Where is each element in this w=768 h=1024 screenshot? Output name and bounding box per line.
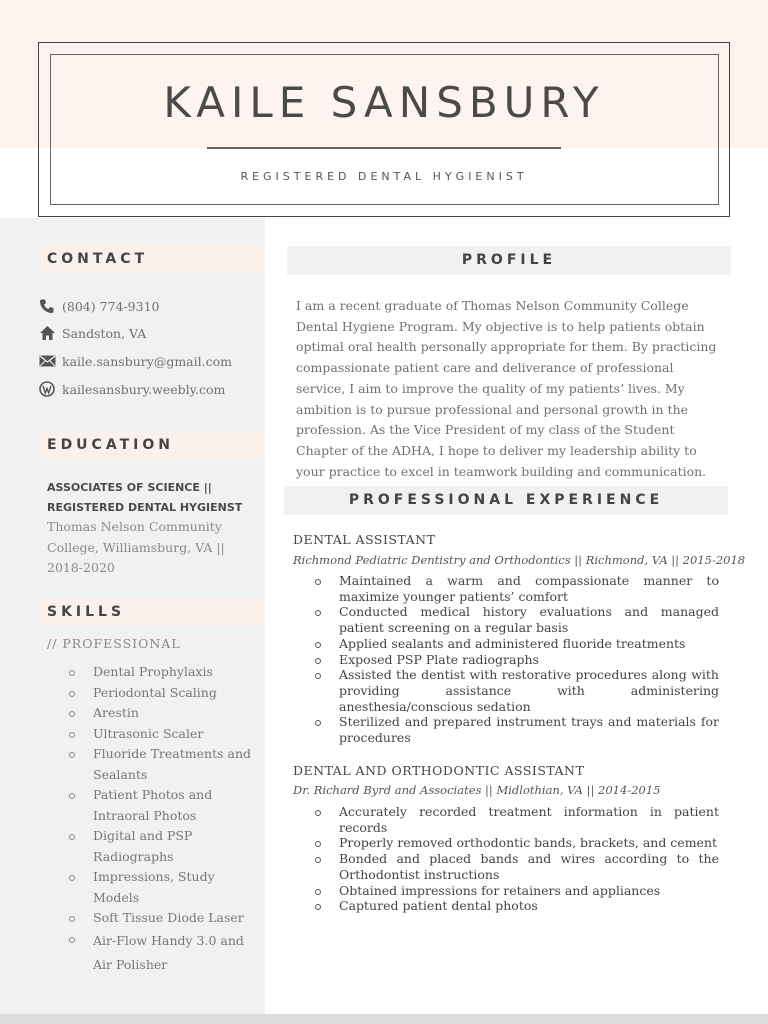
- education-degree: [47, 478, 262, 518]
- experience-heading: PROFESSIONAL EXPERIENCE: [284, 486, 728, 515]
- skill-item: Impressions, Study Models: [66, 867, 262, 908]
- duty-item: Exposed PSP Plate radiographs: [312, 652, 719, 668]
- duty-item: Properly removed orthodontic bands, brackets, and cement: [312, 835, 719, 851]
- skill-item: Patient Photos and Intraoral Photos: [66, 785, 262, 826]
- home-icon: [38, 324, 56, 342]
- candidate-name: KAILE SANSBURY: [163, 78, 605, 127]
- skills-heading: SKILLS: [38, 598, 264, 626]
- skill-item: Soft Tissue Diode Laser: [66, 908, 262, 929]
- skill-item: Arestin: [66, 703, 262, 724]
- duty-item: Bonded and placed bands and wires according to the Orthodontist instructions: [312, 851, 719, 882]
- duty-item: Sterilized and prepared instrument trays and materials for procedures: [312, 714, 719, 745]
- duty-item: Accurately recorded treatment information in patient records: [312, 804, 719, 835]
- job-organization: Dr. Richard Byrd and Associates || Midlothian, VA || 2014-2015: [293, 783, 661, 797]
- contact-email: [38, 351, 232, 371]
- phone-icon: [38, 297, 56, 315]
- degree-line-1: ASSOCIATES OF SCIENCE ||: [47, 481, 212, 494]
- duty-item: Captured patient dental photos: [312, 898, 719, 914]
- degree-line-2: REGISTERED DENTAL HYGIENST: [47, 501, 243, 514]
- job-duties-list: [312, 573, 719, 746]
- education-heading: EDUCATION: [38, 431, 264, 459]
- duty-item: Obtained impressions for retainers and appliances: [312, 883, 719, 899]
- duty-item: Maintained a warm and compassionate manner to maximize younger patients’ comfort: [312, 573, 719, 604]
- job-title: DENTAL AND ORTHODONTIC ASSISTANT: [293, 763, 585, 778]
- job-organization: Richmond Pediatric Dentistry and Orthodontics || Richmond, VA || 2015-2018: [293, 553, 746, 567]
- profile-heading: PROFILE: [287, 246, 731, 275]
- job-title: DENTAL ASSISTANT: [293, 532, 436, 547]
- phone-text[interactable]: (804) 774-9310: [62, 298, 160, 314]
- skills-list: [66, 662, 262, 977]
- skills-subheading: // PROFESSIONAL: [47, 636, 181, 651]
- contact-heading: CONTACT: [38, 245, 264, 273]
- duty-item: Conducted medical history evaluations and managed patient screening on a regular basis: [312, 604, 719, 635]
- contact-location: [38, 323, 146, 343]
- skill-item: Fluoride Treatments and Sealants: [66, 744, 262, 785]
- contact-phone: [38, 296, 159, 316]
- duty-item: Assisted the dentist with restorative procedures along with providing assistance with administering anesthesia/conscious sedation: [312, 667, 719, 714]
- duty-item: Applied sealants and administered fluoride treatments: [312, 636, 719, 652]
- wordpress-icon: [38, 380, 56, 398]
- footer-strip: [0, 1014, 768, 1024]
- skill-item: Periodontal Scaling: [66, 683, 262, 704]
- education-school: Thomas Nelson Community College, Williamsburg, VA || 2018-2020: [47, 519, 225, 575]
- title-divider: [207, 147, 561, 149]
- email-icon: [38, 352, 56, 370]
- contact-website: [38, 379, 225, 399]
- skill-item: Ultrasonic Scaler: [66, 724, 262, 745]
- skill-item: Digital and PSP Radiographs: [66, 826, 262, 867]
- skill-item: Air-Flow Handy 3.0 and Air Polisher: [66, 929, 262, 977]
- skill-item: Dental Prophylaxis: [66, 662, 262, 683]
- location-text: Sandston, VA: [62, 325, 147, 341]
- email-text[interactable]: kaile.sansbury@gmail.com: [62, 353, 232, 369]
- website-text[interactable]: kailesansbury.weebly.com: [62, 381, 226, 397]
- job-duties-list: [312, 804, 719, 914]
- candidate-title: REGISTERED DENTAL HYGIENIST: [240, 170, 528, 183]
- profile-text: I am a recent graduate of Thomas Nelson Community College Dental Hygiene Program. My objective is to help patients obtain optimal oral health personally appropriate for them. By practicing compassionate patient care and deliverance of professional service, I aim to improve the quality of my patients’ lives. My ambition is to pursue professional and personal growth in the profession. As the Vice President of my class of the Student Chapter of the ADHA, I hope to deliver my leadership ability to your practice to excel in teamwork building and communication.: [296, 298, 717, 479]
